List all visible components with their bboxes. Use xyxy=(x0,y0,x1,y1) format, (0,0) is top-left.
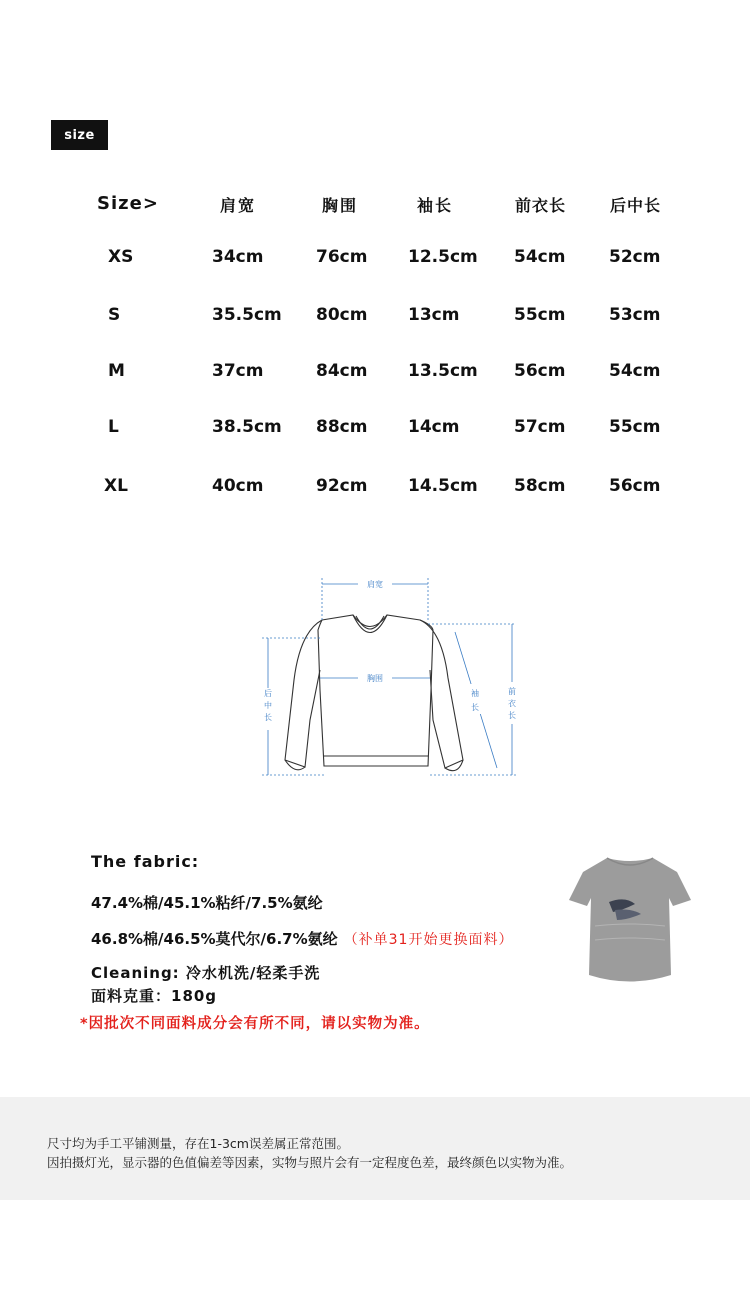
front-length-label: 衣 xyxy=(508,699,516,708)
header-chest: 胸围 xyxy=(322,196,359,215)
table-cell: 55cm xyxy=(609,417,661,437)
shoulder-label: 肩宽 xyxy=(367,580,383,589)
table-cell: 84cm xyxy=(316,361,368,381)
footer-line-1: 尺寸均为手工平铺测量，存在1-3cm误差属正常范围。 xyxy=(47,1136,349,1151)
table-cell: 38.5cm xyxy=(212,417,282,437)
table-cell: 40cm xyxy=(212,476,264,496)
composition-1: 47.4%棉/45.1%粘纤/7.5%氨纶 xyxy=(91,894,323,912)
header-back-length: 后中长 xyxy=(610,196,662,215)
fabric-disclaimer: *因批次不同面料成分会有所不同，请以实物为准。 xyxy=(80,1016,430,1032)
size-label: L xyxy=(108,417,119,437)
size-label: S xyxy=(108,305,121,325)
back-length-label: 后 xyxy=(264,689,272,698)
table-cell: 57cm xyxy=(514,417,566,437)
table-cell: 14.5cm xyxy=(408,476,478,496)
table-cell: 92cm xyxy=(316,476,368,496)
table-cell: 80cm xyxy=(316,305,368,325)
table-row xyxy=(0,417,750,447)
front-length-label: 长 xyxy=(508,711,516,720)
table-cell: 13.5cm xyxy=(408,361,478,381)
composition-2: 46.8%棉/46.5%莫代尔/6.7%氨纶 xyxy=(91,930,338,948)
header-front-length: 前衣长 xyxy=(515,196,567,215)
size-label: XS xyxy=(108,247,134,267)
table-cell: 35.5cm xyxy=(212,305,282,325)
sleeve-label: 长 xyxy=(471,703,479,712)
table-cell: 12.5cm xyxy=(408,247,478,267)
size-label: M xyxy=(108,361,125,381)
table-row xyxy=(0,247,750,277)
size-label: XL xyxy=(104,476,128,496)
table-cell: 56cm xyxy=(609,476,661,496)
header-sleeve: 袖长 xyxy=(417,196,454,215)
table-cell: 56cm xyxy=(514,361,566,381)
table-cell: 88cm xyxy=(316,417,368,437)
table-cell: 13cm xyxy=(408,305,460,325)
tshirt-product-image xyxy=(565,850,695,985)
table-row xyxy=(0,305,750,335)
sleeve-label: 袖 xyxy=(471,689,479,698)
front-length-label: 前 xyxy=(508,687,516,696)
back-length-label: 中 xyxy=(264,701,272,710)
back-length-label: 长 xyxy=(264,713,272,722)
table-cell: 14cm xyxy=(408,417,460,437)
composition-2-note: （补单31开始更换面料） xyxy=(343,932,514,948)
header-shoulder: 肩宽 xyxy=(220,196,257,215)
fabric-weight: 面料克重：180g xyxy=(91,987,218,1005)
size-tag: size xyxy=(51,120,108,150)
table-cell: 37cm xyxy=(212,361,264,381)
table-header-row xyxy=(0,193,750,223)
table-cell: 54cm xyxy=(609,361,661,381)
cleaning-instructions: Cleaning: 冷水机洗/轻柔手洗 xyxy=(91,964,321,982)
sweatshirt-measurement-diagram xyxy=(250,570,520,790)
chest-label: 胸围 xyxy=(367,674,383,683)
table-cell: 53cm xyxy=(609,305,661,325)
footer-line-2: 因拍摄灯光，显示器的色值偏差等因素，实物与照片会有一定程度色差，最终颜色以实物为准。 xyxy=(47,1155,573,1170)
header-size: Size> xyxy=(97,193,159,214)
table-cell: 52cm xyxy=(609,247,661,267)
fabric-title: The fabric: xyxy=(91,852,200,871)
table-cell: 76cm xyxy=(316,247,368,267)
table-cell: 54cm xyxy=(514,247,566,267)
table-cell: 34cm xyxy=(212,247,264,267)
table-cell: 58cm xyxy=(514,476,566,496)
table-row xyxy=(0,361,750,391)
composition-2-row xyxy=(91,928,513,949)
table-row xyxy=(0,476,750,506)
footer-notice xyxy=(0,1097,750,1200)
table-cell: 55cm xyxy=(514,305,566,325)
